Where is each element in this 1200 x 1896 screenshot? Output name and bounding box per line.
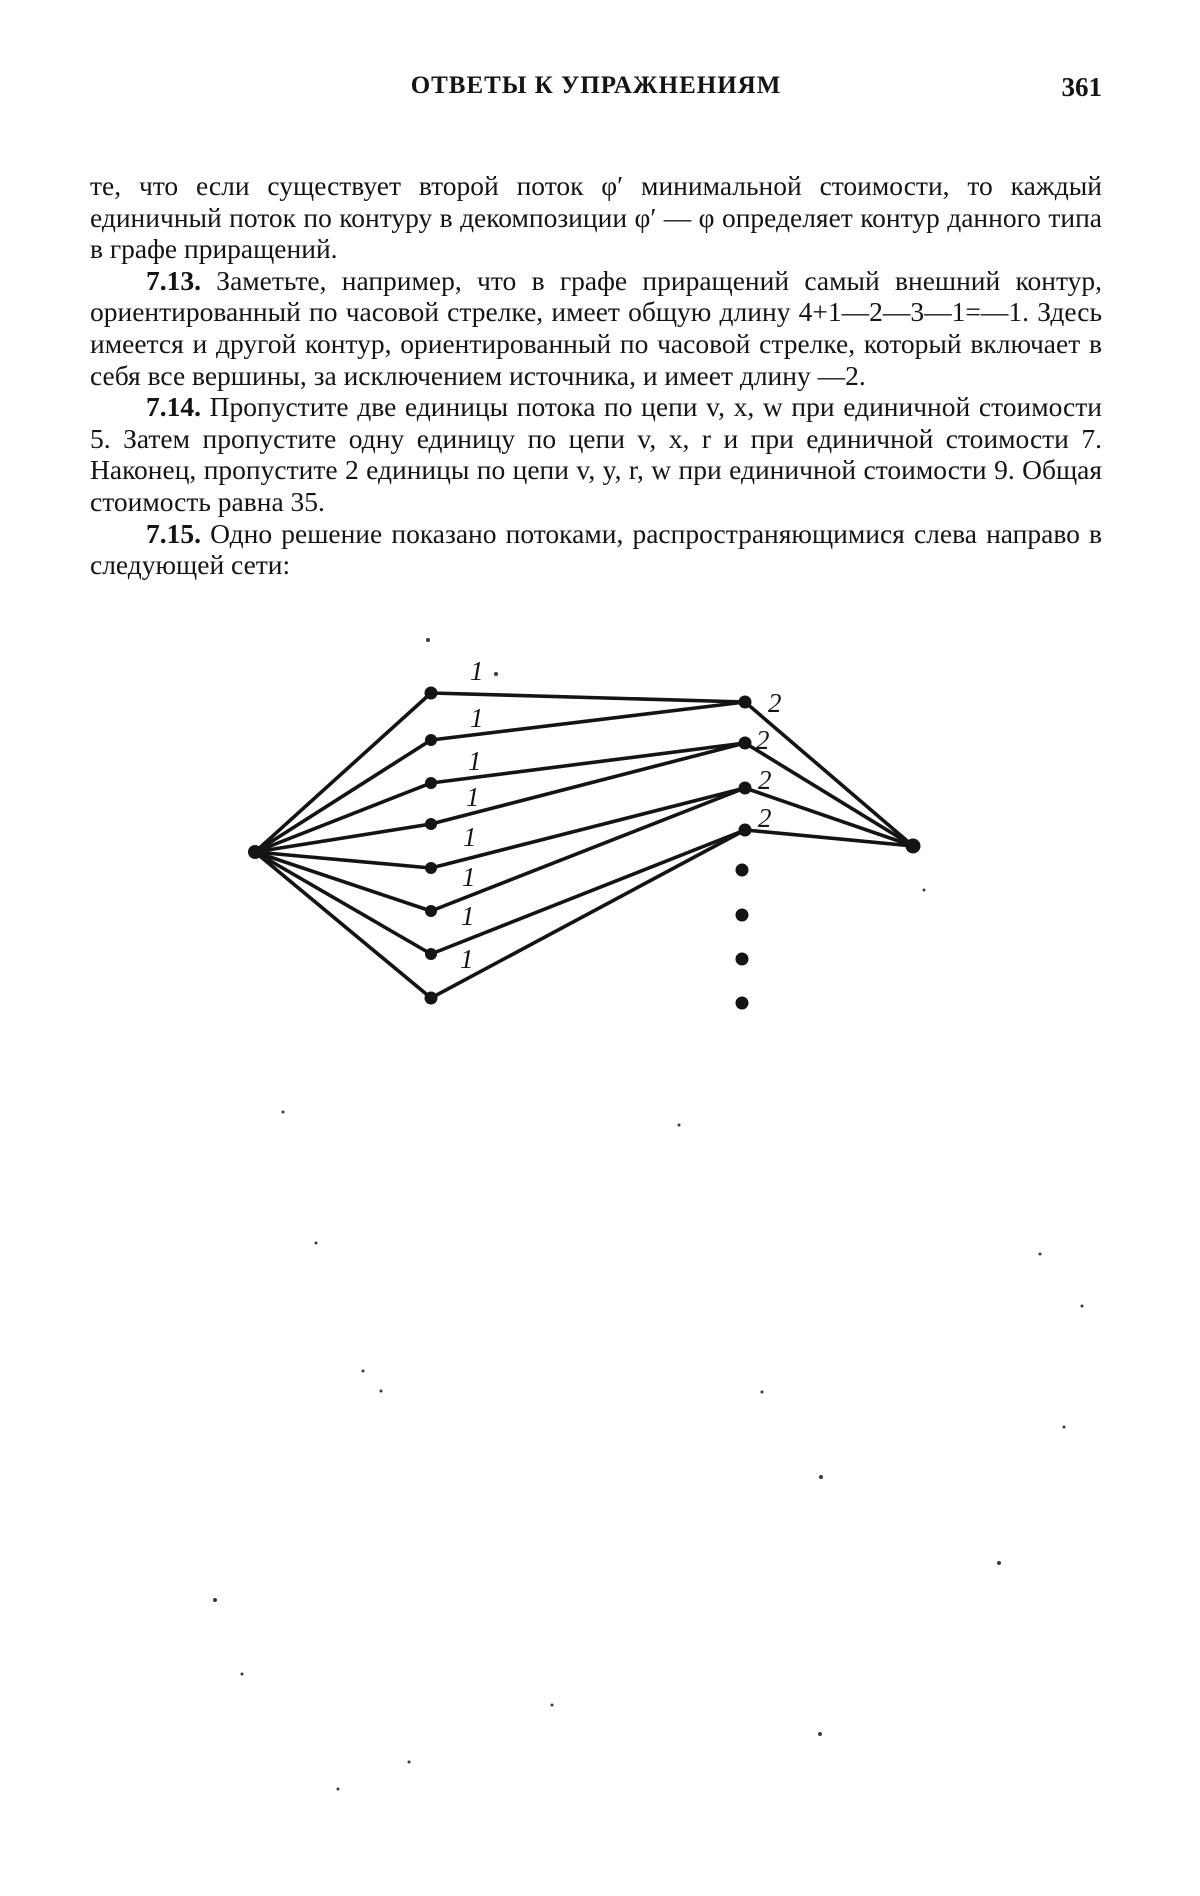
sink-node (906, 839, 921, 854)
scan-speck (997, 1561, 1001, 1565)
body-text (90, 170, 1102, 581)
edge-source-l4 (255, 824, 431, 852)
middle-node (739, 824, 752, 837)
scan-speck (494, 672, 498, 676)
edge-m1-sink (745, 702, 913, 846)
scan-speck (426, 638, 430, 642)
edge-source-l6 (255, 852, 431, 911)
middle-node (739, 737, 752, 750)
scan-specks (213, 638, 1084, 1791)
edge-m4-sink (745, 830, 913, 846)
scan-speck (1063, 1426, 1066, 1429)
edge-source-l1 (255, 693, 431, 852)
scan-speck (761, 1391, 764, 1394)
scan-speck (337, 1788, 340, 1791)
edge-label: 1 (460, 944, 474, 974)
ellipsis-dot (736, 953, 749, 966)
edge-source-l5 (255, 852, 431, 868)
scan-speck (315, 1242, 318, 1245)
edge-source-l3 (255, 783, 431, 852)
edge-label: 1 (468, 746, 482, 776)
ellipsis-dot (736, 997, 749, 1010)
scan-speck (819, 1475, 823, 1479)
left-node (425, 777, 437, 789)
scan-speck (1081, 1305, 1084, 1308)
page-number: 361 (1061, 72, 1102, 102)
paragraph-text: Пропустите две единицы потока по цепи v, x, w при единичной стоимости 5. Затем пропустите одну единицу по цепи v, x, r и при единичной стоимости 7. Наконец, пропустите 2 единицы по цепи v, y, r, w при единичной стоимости 9. Общая стоимость равна 35. (90, 391, 1102, 517)
paragraph-continuation (90, 170, 1102, 265)
edge-label: 1 (466, 782, 480, 812)
edge-l8-m4 (431, 830, 745, 998)
scan-speck (241, 1673, 244, 1676)
paragraph-text: Одно решение показано потоками, распространяющимися слева направо в следующей сети: (90, 517, 1102, 581)
scan-speck (362, 1370, 365, 1373)
scan-speck (408, 1761, 411, 1764)
exercise-number: 7.15. (146, 517, 201, 549)
edge-label: 2 (758, 765, 772, 795)
scan-speck (551, 1704, 554, 1707)
scan-speck (213, 1598, 217, 1602)
left-node (426, 688, 436, 698)
source-node (248, 845, 262, 859)
left-node (425, 905, 437, 917)
edge-label: 1 (470, 656, 484, 686)
left-node (425, 862, 437, 874)
middle-node (739, 782, 752, 795)
edge-l5-m3 (431, 788, 745, 868)
edge-l6-m3 (431, 788, 745, 911)
edge-label: 1 (462, 862, 476, 892)
edge-l4-m2 (431, 743, 745, 824)
paragraph-text: те, что если существует второй поток φ′ минимальной стоимости, то каждый единичный поток по контуру в декомпозиции φ′ — φ определяет контур данного типа в графе приращений. (90, 170, 1102, 265)
network-nodes (248, 688, 921, 1010)
page-header (90, 72, 1102, 112)
edge-label: 2 (756, 725, 770, 755)
left-node (425, 948, 437, 960)
middle-node (739, 696, 752, 709)
edge-source-l7 (255, 852, 431, 954)
scan-speck (923, 889, 926, 892)
edge-source-l8 (255, 852, 431, 998)
exercise-7-14-answer (90, 391, 1102, 517)
edge-source-l2 (255, 740, 431, 852)
exercise-7-13-answer (90, 265, 1102, 391)
edge-l3-m2 (431, 743, 745, 783)
edge-l2-m1 (431, 702, 745, 740)
scan-speck (678, 1124, 681, 1127)
edge-m3-sink (745, 788, 913, 846)
edge-l7-m4 (431, 830, 745, 954)
exercise-number: 7.14. (146, 391, 201, 423)
left-node (425, 992, 438, 1005)
ellipsis-dot (736, 909, 749, 922)
left-node (425, 734, 437, 746)
left-node (425, 818, 437, 830)
exercise-7-15-answer (90, 518, 1102, 581)
ellipsis-dot (736, 864, 749, 877)
network-edges (255, 693, 913, 998)
scan-speck (380, 1390, 383, 1393)
paragraph-text: Заметьте, например, что в графе приращений самый внешний контур, ориентированный по часовой стрелке, имеет общую длину 4+1—2—3—1=—1. Здесь имеется и другой контур, ориентированный по часовой стрелке, который включает в себя все вершины, за исключением источника, и имеет длину —2. (90, 264, 1102, 391)
edge-label: 2 (758, 803, 772, 833)
scan-speck (818, 1732, 822, 1736)
edge-label: 1 (463, 822, 477, 852)
edge-l1-m1 (431, 693, 745, 702)
running-title: ОТВЕТЫ К УПРАЖНЕНИЯМ (410, 72, 782, 99)
edge-label: 1 (470, 703, 484, 733)
scan-speck (1039, 1253, 1042, 1256)
edge-label: 1 (461, 901, 475, 931)
edge-labels (460, 656, 782, 974)
edge-label: 2 (768, 688, 782, 718)
exercise-number: 7.13. (146, 264, 201, 296)
scan-speck (282, 1111, 285, 1114)
edge-m2-sink (745, 743, 913, 846)
